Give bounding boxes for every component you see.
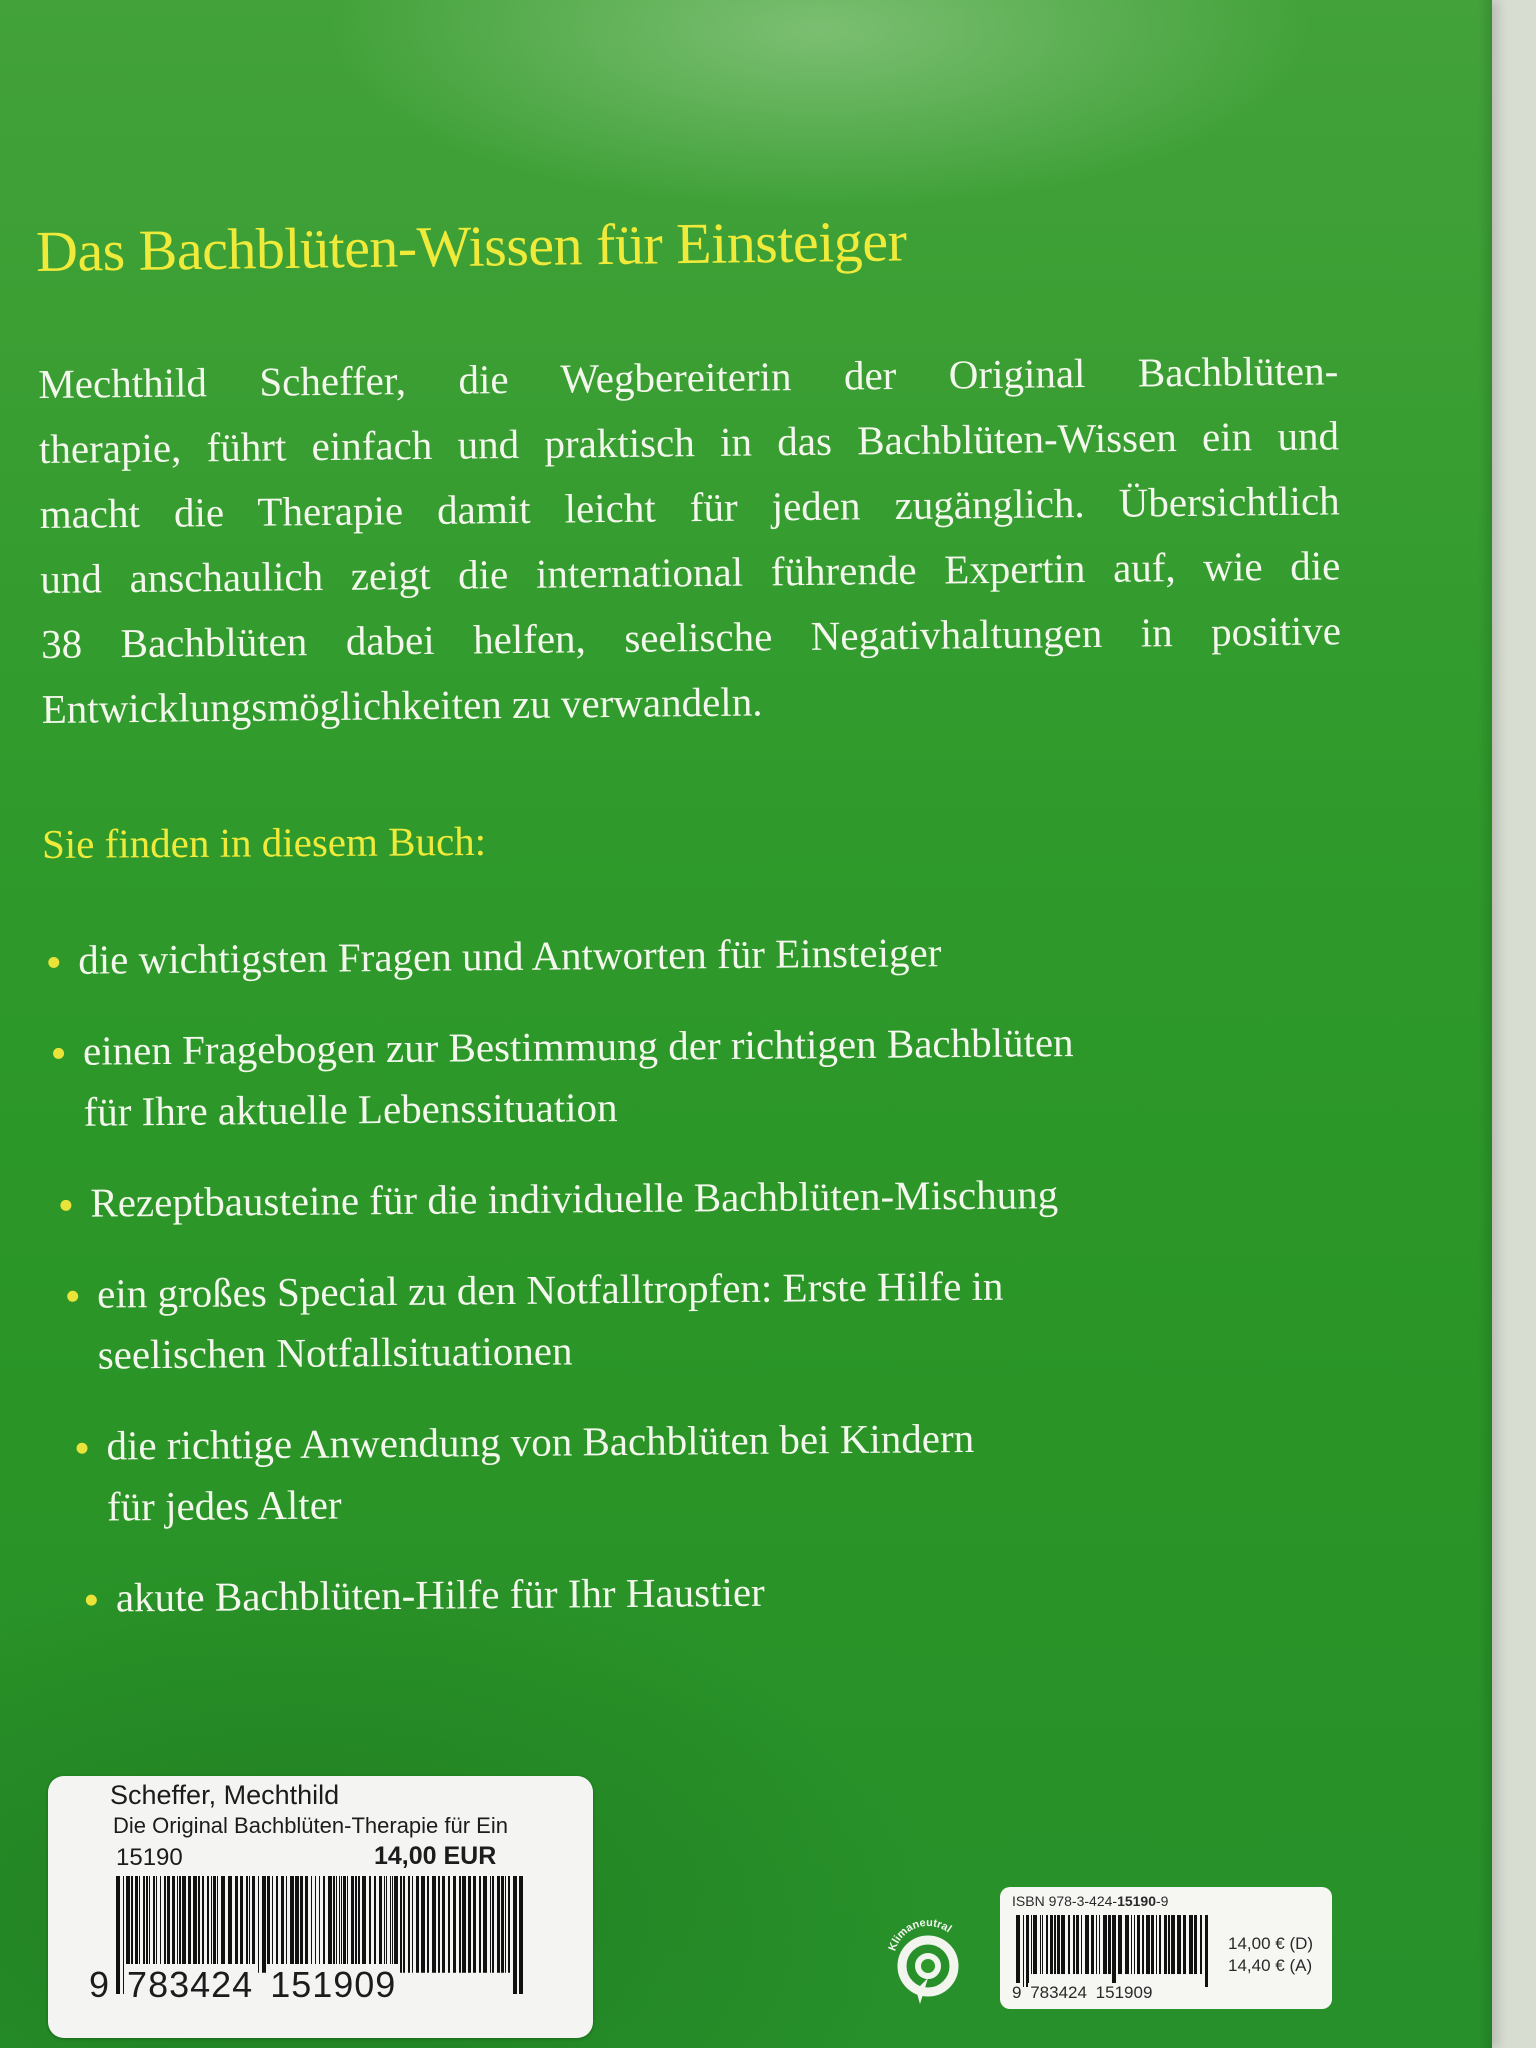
- barcode-bar: [339, 1876, 340, 1973]
- barcode-digit-group: 9: [86, 1964, 113, 2005]
- barcode-bar: [483, 1876, 487, 1973]
- feature-line: für jedes Alter: [106, 1481, 342, 1530]
- barcode-bar: [1061, 1915, 1065, 1974]
- barcode-bar: [408, 1876, 410, 1973]
- feature-line: die wichtigsten Fragen und Antworten für Einsteiger: [78, 929, 942, 983]
- sticker-title: Die Original Bachblüten-Therapie für Ein: [113, 1813, 508, 1838]
- bullet-dot-icon: [60, 1200, 71, 1211]
- barcode-bar: [221, 1876, 225, 1973]
- barcode-bar: [448, 1876, 450, 1973]
- barcode-bar: [315, 1876, 316, 1973]
- barcode-bar: [188, 1876, 191, 1973]
- barcode-digit-group: 151909: [267, 1964, 399, 2005]
- barcode-bar: [202, 1876, 204, 1973]
- blurb-line: macht die Therapie damit leicht für jeden zugänglich. Übersichtlich: [39, 477, 1340, 537]
- barcode-bar: [492, 1876, 494, 1973]
- barcode-bar: [281, 1876, 284, 1973]
- barcode-bar: [198, 1876, 200, 1973]
- bullet-dot-icon: [86, 1595, 97, 1606]
- barcode-bar: [412, 1876, 413, 1973]
- barcode-bar: [1099, 1915, 1100, 1974]
- barcode-bar: [300, 1876, 303, 1973]
- barcode-bar: [479, 1876, 481, 1973]
- feature-line: die richtige Anwendung von Bachblüten bei Kindern: [106, 1414, 975, 1469]
- barcode-bar: [193, 1876, 197, 1973]
- barcode-bar: [501, 1876, 504, 1973]
- barcode-bar: [1016, 1915, 1020, 1987]
- barcode-icon: [1014, 1915, 1214, 1987]
- barcode-bar: [295, 1876, 299, 1973]
- barcode-bar: [505, 1876, 506, 1973]
- feature-item: [48, 920, 1248, 991]
- price-germany: 14,00 € (D): [1228, 1934, 1314, 1953]
- sticker-author: Scheffer, Mechthild: [110, 1780, 340, 1810]
- barcode-bar: [513, 1876, 517, 1994]
- barcode-bar: [1076, 1915, 1079, 1974]
- barcode-bar: [421, 1876, 425, 1973]
- barcode-bar: [1125, 1915, 1129, 1974]
- barcode-bar: [1151, 1915, 1154, 1974]
- barcode-bar: [384, 1876, 385, 1973]
- barcode-bar: [438, 1876, 440, 1973]
- sticker-article-code: 15190: [116, 1844, 183, 1871]
- feature-item: [76, 1406, 1253, 1538]
- barcode-bar: [167, 1876, 170, 1973]
- klimaneutral-logo-icon: [876, 1908, 980, 2012]
- barcode-bar: [432, 1876, 436, 1973]
- barcode-bar: [135, 1876, 138, 1973]
- feature-line: für Ihre aktuelle Lebenssituation: [83, 1084, 618, 1135]
- barcode-bar: [1057, 1915, 1060, 1974]
- barcode-bar: [1171, 1915, 1175, 1974]
- barcode-bar: [1026, 1915, 1029, 1987]
- barcode-bar: [1085, 1915, 1089, 1974]
- barcode-bar: [172, 1876, 175, 1973]
- barcode-bar: [211, 1876, 212, 1973]
- feature-line: einen Fragebogen zur Bestimmung der richtigen Bachblüten: [82, 1019, 1074, 1074]
- blurb-line: therapie, führt einfach und praktisch in das Bachblüten-Wissen ein und: [38, 412, 1340, 472]
- feature-item: [53, 1011, 1250, 1143]
- barcode-bar: [1183, 1915, 1186, 1974]
- feature-line: akute Bachblüten-Hilfe für Ihr Haustier: [115, 1568, 765, 1621]
- barcode-bar: [336, 1876, 337, 1973]
- feature-line: Rezeptbausteine für die individuelle Bachblüten-Mischung: [90, 1171, 1059, 1226]
- barcode-bar: [228, 1876, 232, 1973]
- barcode-bar: [182, 1876, 186, 1973]
- barcode-bar: [343, 1876, 346, 1973]
- barcode-bar: [369, 1876, 371, 1973]
- barcode-digit-group: 783424: [1030, 1983, 1087, 2002]
- barcode-digit-group: 9: [1012, 1983, 1022, 2002]
- barcode-bar: [427, 1876, 429, 1973]
- barcode-bar: [156, 1876, 157, 1973]
- sticker-price: 14,00 EUR: [374, 1842, 497, 1870]
- barcode-bar: [252, 1876, 255, 1973]
- barcode-bar: [1033, 1915, 1037, 1974]
- barcode-bar: [1046, 1915, 1048, 1974]
- barcode-bar: [1042, 1915, 1043, 1974]
- barcode-bar: [131, 1876, 133, 1973]
- barcode-bar: [341, 1876, 342, 1973]
- barcode-bar: [1118, 1915, 1122, 1974]
- barcode-bar: [311, 1876, 312, 1973]
- barcode-bar: [164, 1876, 166, 1973]
- barcode-bar: [1068, 1915, 1070, 1974]
- barcode-bar: [442, 1876, 445, 1973]
- barcode-bar: [462, 1876, 466, 1973]
- price-austria: 14,40 € (A): [1228, 1956, 1313, 1975]
- feature-line: ein großes Special zu den Notfalltropfen: Erste Hilfe in: [96, 1262, 1004, 1317]
- barcode-bar: [374, 1876, 376, 1973]
- barcode-bar: [276, 1876, 278, 1973]
- feature-line: seelischen Notfallsituationen: [97, 1327, 573, 1378]
- isbn-prices: [1228, 1933, 1313, 1977]
- barcode-bar: [1200, 1915, 1202, 1974]
- barcode-bar: [1146, 1915, 1150, 1974]
- barcode-bar: [351, 1876, 354, 1973]
- barcode-bar: [508, 1876, 510, 1973]
- barcode-bar: [1096, 1915, 1097, 1974]
- barcode-bar: [1112, 1915, 1116, 1987]
- barcode-bar: [358, 1876, 360, 1973]
- isbn-prefix: ISBN 978-3-424-: [1012, 1893, 1118, 1909]
- barcode-bar: [286, 1876, 287, 1973]
- barcode-bar: [1205, 1915, 1208, 1987]
- barcode-bar: [240, 1876, 243, 1973]
- barcode-bar: [1054, 1915, 1056, 1974]
- isbn-suffix: -9: [1156, 1893, 1169, 1909]
- barcode-bar: [468, 1876, 471, 1973]
- barcode-bar: [1134, 1915, 1135, 1974]
- barcode-bar: [453, 1876, 456, 1973]
- barcode-bar: [1156, 1915, 1157, 1974]
- barcode-bar: [328, 1876, 332, 1973]
- barcode-bar: [473, 1876, 476, 1973]
- barcode-bar: [262, 1876, 266, 1973]
- isbn-text: [1012, 1893, 1168, 1909]
- barcode-bar: [497, 1876, 500, 1973]
- barcode-bar: [160, 1876, 161, 1973]
- barcode-bar: [1050, 1915, 1053, 1974]
- barcode-bar: [347, 1876, 348, 1973]
- barcode-bar: [519, 1876, 523, 1994]
- barcode-bar: [333, 1876, 335, 1973]
- barcode-bar: [459, 1876, 461, 1973]
- barcode-bar: [1091, 1915, 1094, 1974]
- barcode-bar: [379, 1876, 382, 1973]
- cover-blurb: [38, 338, 1342, 742]
- blurb-line: Mechthild Scheffer, die Wegbereiterin der Original Bachblüten-: [38, 347, 1339, 407]
- barcode-bar: [272, 1876, 273, 1973]
- barcode-bar: [386, 1876, 387, 1973]
- blurb-line: 38 Bachblüten dabei helfen, seelische Negativhaltungen in positive: [40, 607, 1342, 667]
- blurb-line: Entwicklungsmöglichkeiten zu verwandeln.: [41, 678, 763, 732]
- barcode-bar: [258, 1876, 259, 1973]
- barcode-bar: [235, 1876, 238, 1973]
- bullet-dot-icon: [53, 1048, 64, 1059]
- barcode-bar: [400, 1876, 402, 1973]
- isbn-barcode-digits: [1010, 1983, 1154, 2003]
- features-list: [48, 920, 1254, 1659]
- barcode-bar: [392, 1876, 393, 1973]
- feature-item: [86, 1558, 1254, 1629]
- barcode-bar: [1189, 1915, 1193, 1974]
- barcode-bar: [143, 1876, 145, 1973]
- barcode-bar: [213, 1876, 216, 1973]
- barcode-bar: [416, 1876, 419, 1973]
- barcode-bar: [290, 1876, 294, 1973]
- price-sticker: [48, 1776, 593, 2038]
- barcode-bar: [1194, 1915, 1197, 1974]
- barcode-bar: [1023, 1915, 1024, 1987]
- barcode-bar: [149, 1876, 150, 1973]
- barcode-bar: [1137, 1915, 1140, 1974]
- barcode-bar: [217, 1876, 218, 1973]
- barcode-bar: [146, 1876, 148, 1973]
- barcode-bar: [1103, 1915, 1107, 1974]
- bullet-dot-icon: [76, 1443, 87, 1454]
- isbn-bold-part: 15190: [1117, 1893, 1156, 1909]
- barcode-bar: [394, 1876, 398, 1973]
- barcode-bar: [246, 1876, 248, 1973]
- barcode-bar: [1040, 1915, 1041, 1974]
- barcode-digit-group: 783424: [124, 1964, 256, 2005]
- barcode-bar: [1177, 1915, 1181, 1974]
- cover-headline: Das Bachblüten-Wissen für Einsteiger: [35, 208, 907, 284]
- bullet-dot-icon: [48, 957, 59, 968]
- feature-item: [67, 1254, 1252, 1386]
- barcode-digit-group: 151909: [1095, 1983, 1153, 2002]
- barcode-bar: [177, 1876, 178, 1973]
- barcode-bar: [1081, 1915, 1082, 1974]
- barcode-bar: [1164, 1915, 1167, 1974]
- barcode-bar: [490, 1876, 491, 1973]
- barcode-bar: [1031, 1915, 1032, 1974]
- barcode-bar: [249, 1876, 250, 1973]
- barcode-bar: [207, 1876, 209, 1973]
- barcode-bar: [153, 1876, 155, 1973]
- barcode-bar: [1108, 1915, 1111, 1974]
- barcode-bar: [1073, 1915, 1075, 1974]
- sticker-barcode-digits: [86, 1964, 399, 2006]
- blurb-line: und anschaulich zeigt die international führende Expertin auf, wie die: [40, 542, 1341, 602]
- feature-item: [60, 1163, 1250, 1234]
- barcode-bar: [1168, 1915, 1170, 1974]
- barcode-bar: [267, 1876, 270, 1973]
- barcode-bar: [355, 1876, 357, 1973]
- bullet-dot-icon: [67, 1291, 78, 1302]
- climate-logo-text: Klimaneutral: [886, 1916, 954, 1953]
- barcode-bar: [1142, 1915, 1144, 1974]
- barcode-bar: [362, 1876, 366, 1973]
- barcode-bar: [1131, 1915, 1132, 1974]
- barcode-bar: [305, 1876, 308, 1973]
- barcode-bar: [403, 1876, 405, 1973]
- barcode-bar: [1159, 1915, 1161, 1974]
- isbn-label: [1000, 1887, 1332, 2009]
- barcode-bar: [390, 1876, 391, 1973]
- features-subhead: Sie finden in diesem Buch:: [41, 817, 487, 867]
- barcode-bar: [179, 1876, 181, 1973]
- barcode-bar: [139, 1876, 140, 1973]
- barcode-bar: [323, 1876, 325, 1973]
